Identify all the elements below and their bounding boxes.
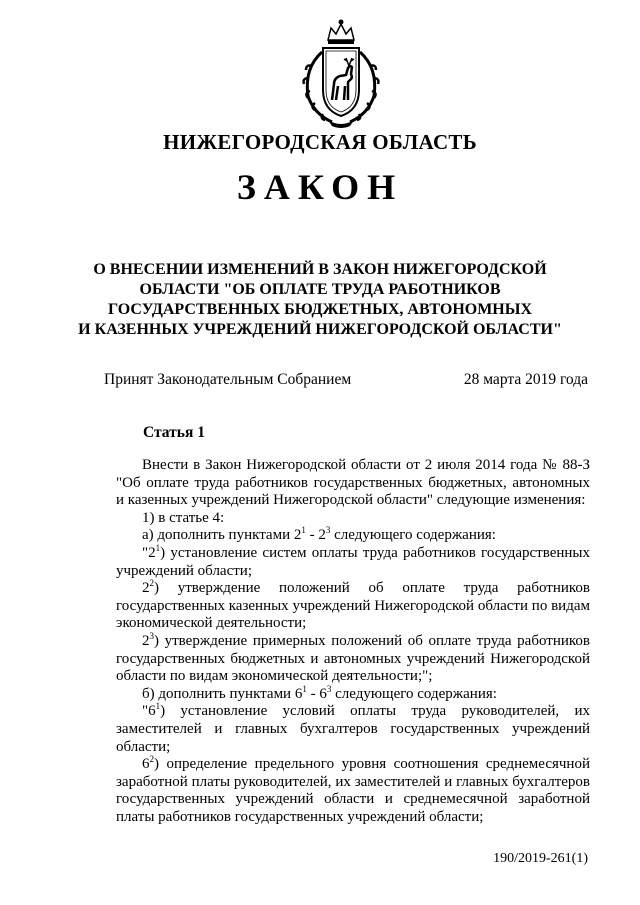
law-title-line: И КАЗЕННЫХ УЧРЕЖДЕНИЙ НИЖЕГОРОДСКОЙ ОБЛАСТИ"	[78, 321, 562, 338]
paragraph-intro: Внести в Закон Нижегородской области от 2 июля 2014 года № 88-З "Об оплате труда работников государственных бюджетных, автономных и казенных учреждений Нижегородской области" следующие изменения:	[116, 457, 590, 509]
paragraph-point-6-1: "$6^1$) установление условий оплаты труда руководителей, их заместителей и главных бухгалтеров государственных учреждений области;	[116, 701, 590, 755]
law-title-line: О ВНЕСЕНИИ ИЗМЕНЕНИЙ В ЗАКОН НИЖЕГОРОДСКОЙ	[93, 261, 547, 278]
paragraph-point-6-2: $6^2$) определение предельного уровня соотношения среднемесячной заработной платы руководителей, их заместителей и главных бухгалтеров государственных учреждений области и среднемесячной заработной платы работников государственных учреждений области;	[116, 754, 590, 825]
region-title: НИЖЕГОРОДСКАЯ ОБЛАСТЬ	[163, 130, 477, 154]
coat-of-arms-icon	[298, 18, 384, 130]
paragraph-point-2-3: $2^3$) утверждение примерных положений об оплате труда работников государственных бюджетных и автономных учреждений Нижегородской области по видам экономической деятельности;";	[116, 630, 590, 685]
document-type: ЗАКОН	[236, 167, 404, 207]
article-body	[116, 457, 590, 826]
paragraph-item-a: а) дополнить пунктами $2^1 - 2^3$ следующего содержания:	[142, 525, 496, 544]
paragraph-item-1: 1) в статье 4:	[142, 509, 225, 526]
law-title-line: ГОСУДАРСТВЕННЫХ БЮДЖЕТНЫХ, АВТОНОМНЫХ	[107, 301, 533, 318]
document-number: 190/2019-261(1)	[493, 851, 588, 866]
adopted-by: Принят Законодательным Собранием	[104, 371, 352, 388]
paragraph-point-2-1: "$2^1$) установление систем оплаты труда работников государственных учреждений области;	[116, 542, 590, 579]
adopted-date: 28 марта 2019 года	[463, 371, 588, 388]
paragraph-item-b: б) дополнить пунктами $6^1 - 6^3$ следующего содержания:	[142, 683, 497, 702]
law-title	[60, 260, 580, 340]
law-title-line: ОБЛАСТИ "ОБ ОПЛАТЕ ТРУДА РАБОТНИКОВ	[139, 281, 501, 298]
paragraph-point-2-2: $2^2$) утверждение положений об оплате труда работников государственных казенных учреждений Нижегородской области по видам экономической деятельности;	[116, 578, 590, 632]
article-heading: Статья 1	[143, 424, 205, 441]
